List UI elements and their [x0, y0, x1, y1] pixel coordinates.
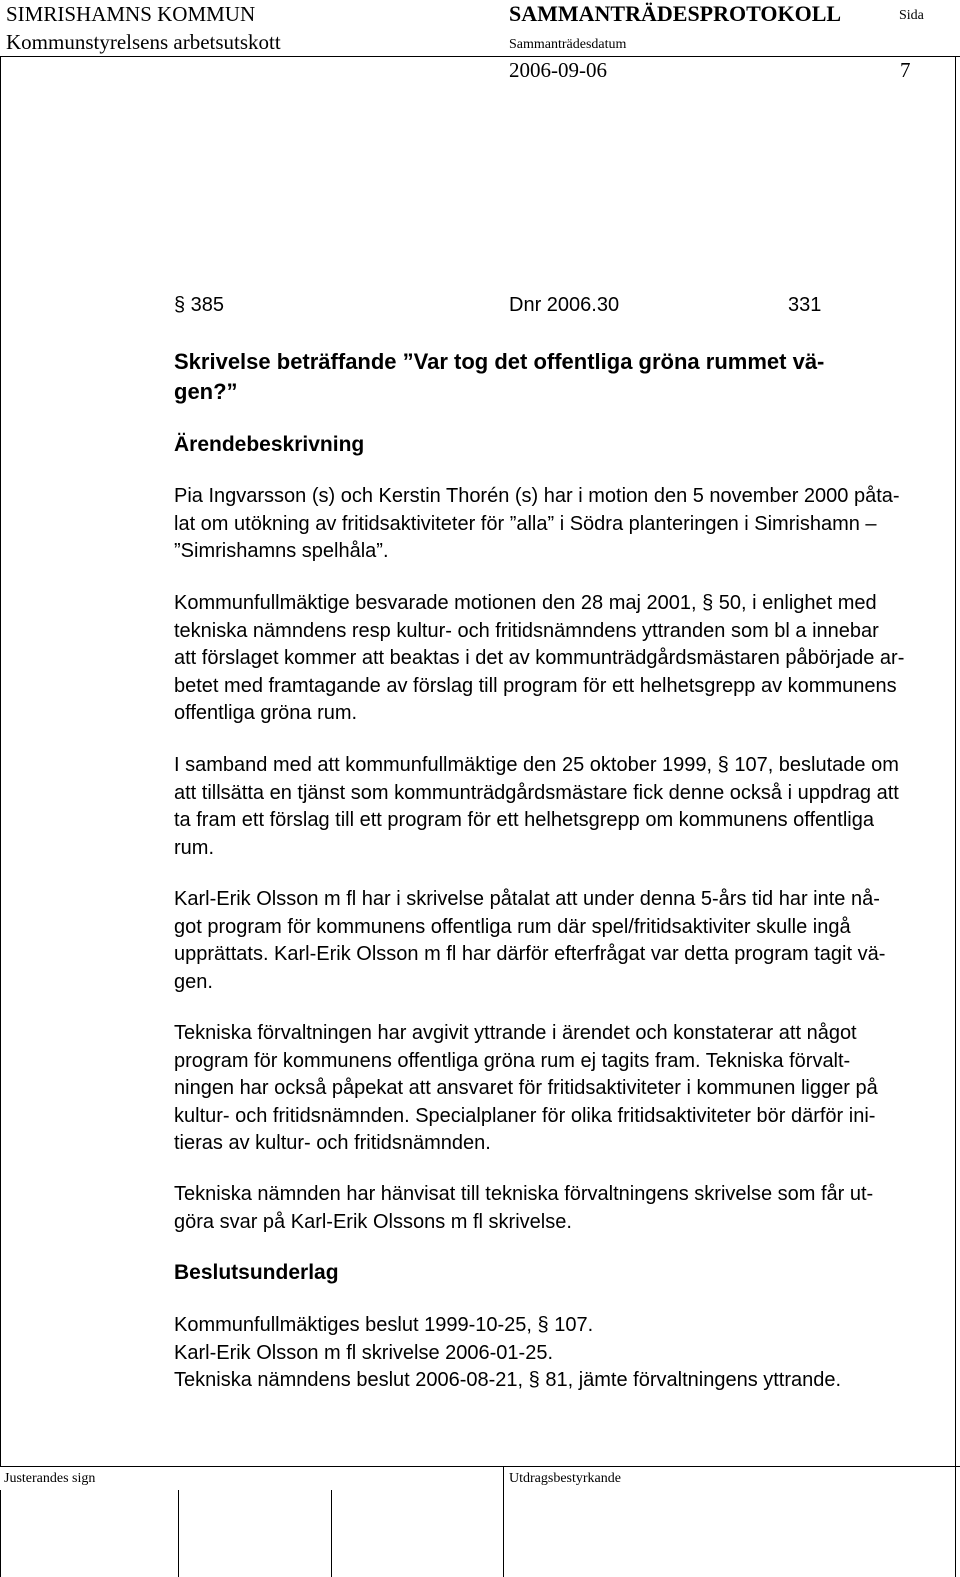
body-line: ningen har också påpekat att ansvaret för fritidsaktiviteter i kommunen ligger på: [174, 1077, 878, 1099]
decision-basis-list: [174, 1312, 944, 1395]
description-heading: Ärendebeskrivning: [174, 433, 365, 456]
body-line: gen.: [174, 970, 213, 993]
body-paragraph: [174, 886, 944, 996]
paragraph-number: § 385: [174, 294, 225, 316]
body-line: program för kommunens offentliga gröna rum ej tagits fram. Tekniska förvalt-: [174, 1049, 851, 1072]
signature-box-divider: [503, 1490, 504, 1577]
body-line: I samband med att kommunfullmäktige den 25 oktober 1999, § 107, beslutade om: [174, 754, 899, 776]
footer-rule: [0, 1466, 960, 1467]
body-line: tekniska nämndens resp kultur- och fritidsnämndens yttranden som bl a innebar: [174, 619, 879, 642]
decision-basis-item: Tekniska nämndens beslut 2006-08-21, § 81, jämte förvaltningens yttrande.: [174, 1369, 842, 1391]
body-line: Kommunfullmäktige besvarade motionen den 28 maj 2001, § 50, i enlighet med: [174, 592, 877, 614]
body-paragraph: [174, 590, 944, 728]
body-line: Karl-Erik Olsson m fl har i skrivelse påtalat att under denna 5-års tid har inte nå-: [174, 888, 880, 910]
body-line: ta fram ett förslag till ett program för ett helhetsgrepp om kommunens offentliga: [174, 809, 874, 831]
meeting-date-label: Sammanträdesdatum: [509, 37, 627, 52]
document-type: SAMMANTRÄDESPROTOKOLL: [509, 1, 842, 26]
justering-label: Justerandes sign: [4, 1471, 96, 1486]
body-line: Tekniska nämnden har hänvisat till tekniska förvaltningens skrivelse som får ut-: [174, 1183, 874, 1205]
body-line: Tekniska förvaltningen har avgivit yttrande i ärendet och konstaterar att något: [174, 1022, 857, 1044]
body-line: betet med framtagande av förslag till program för ett helhetsgrepp av kommunens: [174, 674, 897, 697]
body-line: kultur- och fritidsnämnden. Specialplaner för olika fritidsaktiviteter bör därför ini-: [174, 1104, 876, 1127]
municipality-name: SIMRISHAMNS KOMMUN: [6, 2, 256, 26]
body-line: att tillsätta en tjänst som kommunträdgårdsmästare fick denne också i uppdrag att: [174, 781, 899, 804]
decision-basis-heading: Beslutsunderlag: [174, 1261, 339, 1284]
header-rule: [0, 56, 960, 57]
body-line: offentliga gröna rum.: [174, 702, 358, 724]
decision-basis-item: Kommunfullmäktiges beslut 1999-10-25, § 107.: [174, 1314, 594, 1336]
signature-box-divider: [955, 1490, 956, 1577]
body-line: upprättats. Karl-Erik Olsson m fl har därför efterfrågat var detta program tagit vä-: [174, 943, 886, 965]
body-paragraph: [174, 1181, 944, 1236]
body-line: att förslaget kommer att beaktas i det av kommunträdgårdsmästaren påbörjade ar-: [174, 647, 905, 669]
extract-certification-label: Utdragsbestyrkande: [509, 1471, 621, 1486]
body-line: rum.: [174, 836, 214, 859]
meeting-date: 2006-09-06: [509, 58, 607, 82]
page-label: Sida: [899, 8, 924, 23]
right-margin-rule: [955, 56, 956, 1466]
page-number: 7: [900, 58, 911, 82]
body-line: got program för kommunens offentliga rum där spel/fritidsaktiviter skulle ingå: [174, 915, 851, 938]
case-number: Dnr 2006.30: [509, 294, 620, 316]
body-line: lat om utökning av fritidsaktiviteter för ”alla” i Södra planteringen i Simrishamn –: [174, 512, 877, 535]
body-paragraph: [174, 483, 944, 566]
matter-title-line: Skrivelse beträffande ”Var tog det offentliga gröna rummet vä-: [174, 349, 825, 374]
body-line: ”Simrishamns spelhåla”.: [174, 540, 389, 562]
matter-title: [174, 347, 824, 407]
matter-title-line: gen?”: [174, 379, 238, 404]
body-paragraph: [174, 752, 944, 862]
decision-basis-item: Karl-Erik Olsson m fl skrivelse 2006-01-25.: [174, 1341, 554, 1364]
body-line: Pia Ingvarsson (s) och Kerstin Thorén (s) har i motion den 5 november 2000 påta-: [174, 485, 900, 507]
signature-box-divider: [331, 1490, 332, 1577]
body-line: göra svar på Karl-Erik Olssons m fl skrivelse.: [174, 1210, 572, 1233]
body-paragraph: [174, 1020, 944, 1158]
committee-name: Kommunstyrelsens arbetsutskott: [6, 30, 281, 54]
archive-code: 331: [788, 294, 822, 316]
left-margin-rule: [0, 56, 1, 1466]
body-line: tieras av kultur- och fritidsnämnden.: [174, 1132, 491, 1154]
signature-box-divider: [178, 1490, 179, 1577]
signature-box-divider: [0, 1490, 1, 1577]
